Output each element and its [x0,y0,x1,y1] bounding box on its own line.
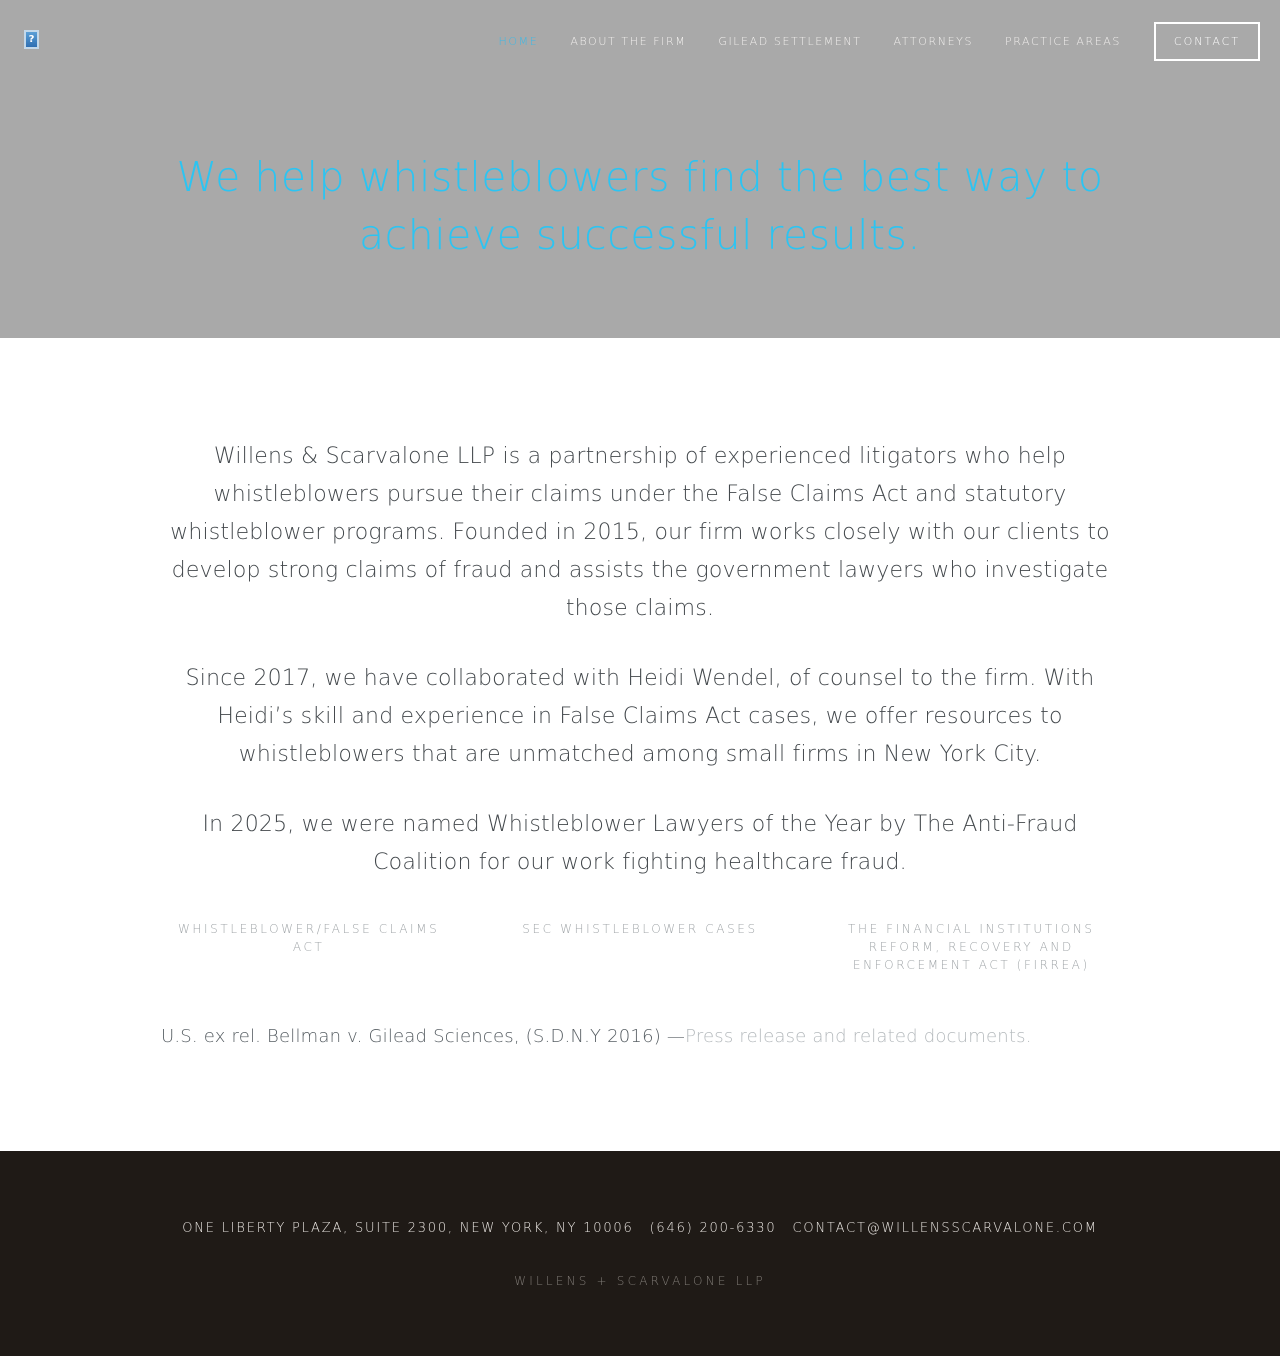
practice-link-false-claims-act[interactable]: WHISTLEBLOWER/FALSE CLAIMS ACT [177,922,440,954]
case-citation [161,1026,1119,1047]
press-release-link[interactable]: Press release and related documents. [685,1026,1032,1047]
hero-heading [0,148,1280,264]
intro-paragraph-3: In 2025, we were named Whistleblower Lawyers of the Year by The Anti-Fraud Coalition for our work fighting healthcare fraud. [202,812,1078,875]
main-content [0,338,1280,1151]
footer-email-link[interactable]: CONTACT@WILLENSSCARVALONE.COM [792,1221,1098,1236]
footer [0,1151,1280,1356]
footer-address-text: ONE LIBERTY PLAZA, SUITE 2300, NEW YORK, NY 10006 [182,1221,634,1236]
contact-button[interactable]: CONTACT [1154,22,1260,61]
practice-link-firrea[interactable]: THE FINANCIAL INSTITUTIONS REFORM, RECOVERY AND ENFORCEMENT ACT (FIRREA) [848,922,1095,972]
nav-item-practice-areas[interactable]: PRACTICE AREAS [1005,35,1121,48]
broken-image-glyph: ? [28,34,35,45]
case-citation-text: U.S. ex rel. Bellman v. Gilead Sciences, (S.D.N.Y 2016) — [161,1026,686,1047]
hero-heading-line1: We help whistleblowers find the best way to [176,153,1104,201]
footer-firm-name: WILLENS + SCARVALONE LLP [514,1274,766,1288]
hero-header [0,0,1280,338]
broken-image-icon[interactable] [24,30,39,49]
intro-paragraph-2: Since 2017, we have collaborated with Heidi Wendel, of counsel to the firm. With Heidi’s skill and experience in False Claims Act cases, we offer resources to whistleblowers that are unmatched among small firms in New York City. [185,666,1095,767]
footer-phone: (646) 200-6330 [649,1221,777,1236]
main-nav [467,22,1260,61]
nav-item-attorneys[interactable]: ATTORNEYS [893,35,974,48]
nav-item-gilead-settlement[interactable]: GILEAD SETTLEMENT [718,35,862,48]
practice-link-sec-whistleblower[interactable]: SEC WHISTLEBLOWER CASES [522,922,758,936]
hero-heading-line2: achieve successful results. [359,211,921,259]
intro-text-block [150,438,1130,882]
intro-paragraph-1: Willens & Scarvalone LLP is a partnership of experienced litigators who help whistleblowers pursue their claims under the False Claims Act and statutory whistleblower programs. Founded in 2015, our firm works closely with our clients to develop strong claims of fraud and assists the government lawyers who investigate those claims. [170,444,1110,621]
practice-areas-row [161,920,1119,974]
nav-item-about-the-firm[interactable]: ABOUT THE FIRM [570,35,687,48]
nav-item-home[interactable]: HOME [498,35,539,48]
footer-contact-line [0,1151,1280,1236]
